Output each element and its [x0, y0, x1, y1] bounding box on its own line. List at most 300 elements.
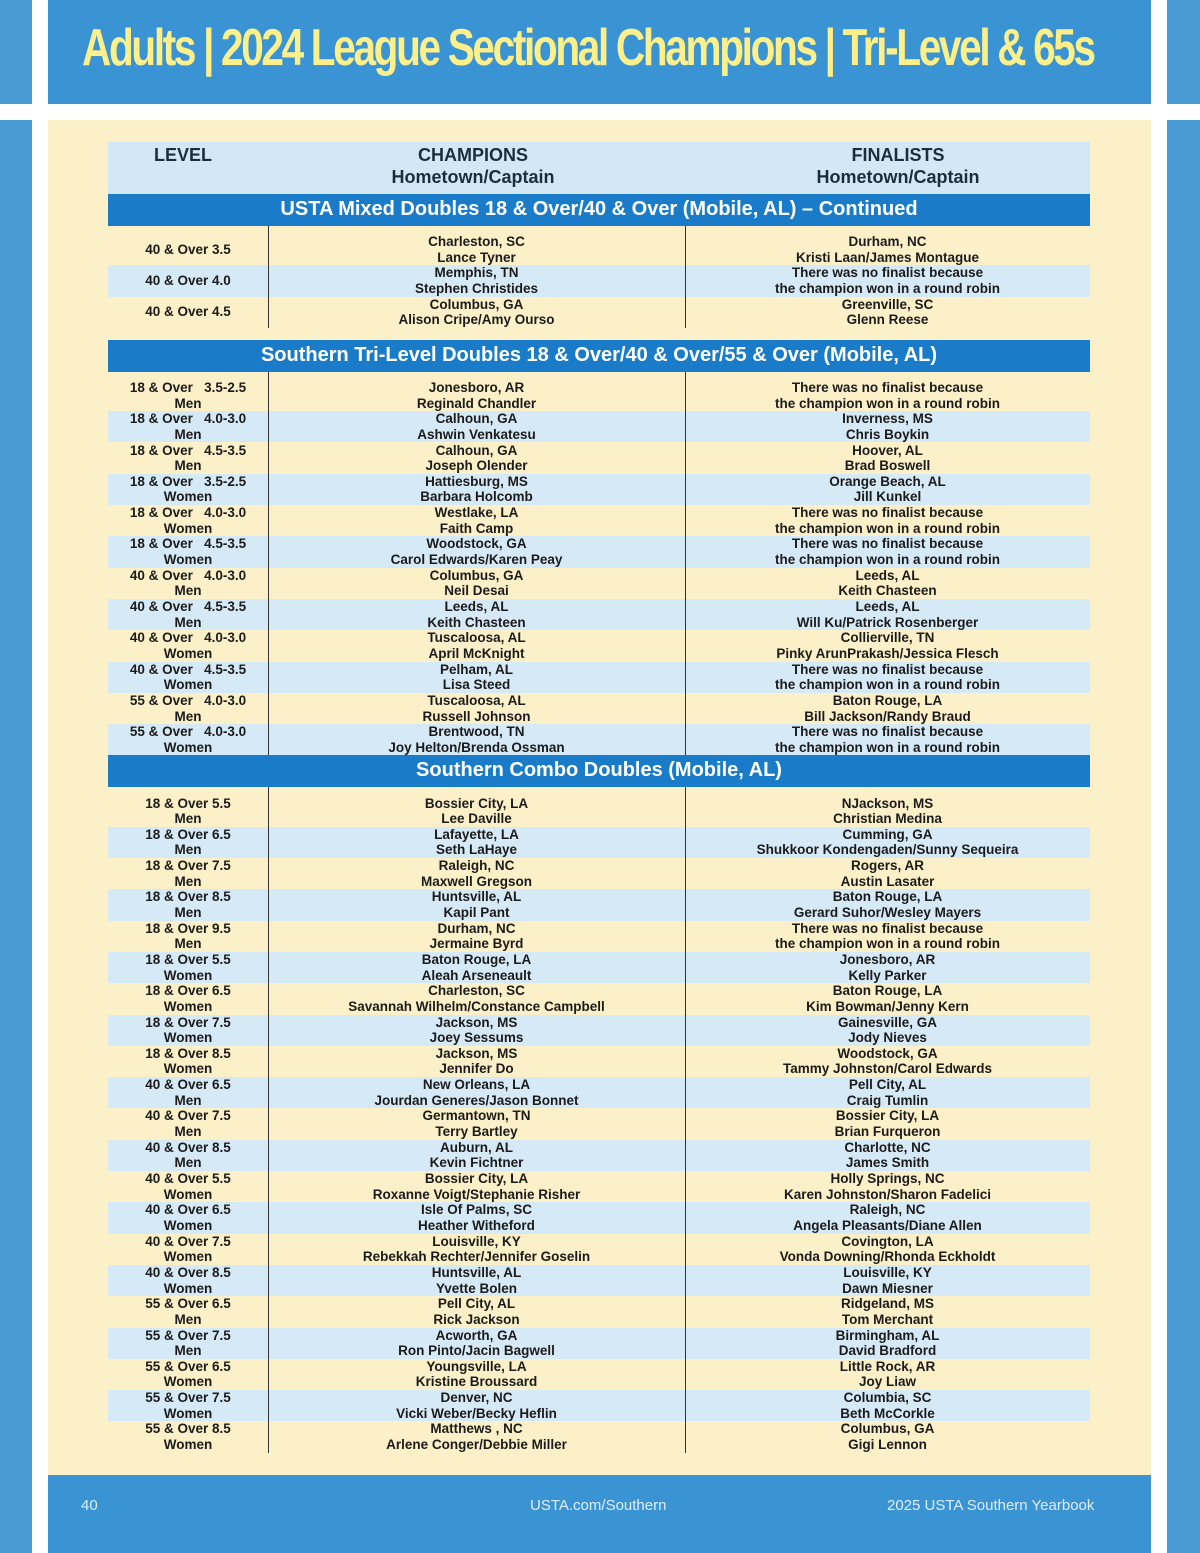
level-cell: [108, 505, 268, 536]
level-cell-line2: Women: [163, 645, 213, 661]
finalist-cell-line2: Chris Boykin: [845, 426, 930, 442]
finalist-cell-line1: Columbus, GA: [840, 1421, 935, 1437]
champion-cell-line2: Kapil Pant: [443, 904, 510, 920]
champion-cell-line1: Matthews , NC: [430, 1421, 523, 1437]
champion-cell: [268, 505, 685, 536]
finalist-cell-line2: the champion won in a round robin: [775, 936, 1000, 952]
section-body: [108, 226, 1090, 328]
finalist-cell-line2: Christian Medina: [833, 811, 942, 827]
level-cell-line1: 18 & Over 4.0-3.0: [129, 411, 247, 427]
table-row: [108, 795, 1090, 826]
champion-cell-line1: Louisville, KY: [432, 1233, 521, 1249]
level-cell-line1: 55 & Over 7.5: [145, 1327, 231, 1343]
finalist-cell-line1: Hoover, AL: [852, 442, 923, 458]
level-cell-line2: Women: [163, 739, 213, 755]
table-row: [108, 1296, 1090, 1327]
level-cell: [108, 1077, 268, 1108]
sections: [108, 194, 1090, 1453]
level-cell-line1: 40 & Over 4.5-3.5: [129, 599, 247, 615]
level-cell-line1: 18 & Over 5.5: [145, 795, 231, 811]
champion-cell: [268, 568, 685, 599]
champion-cell-line1: Charleston, SC: [428, 983, 525, 999]
level-cell-line1: 18 & Over 8.5: [145, 1045, 231, 1061]
level-cell: [108, 1171, 268, 1202]
level-cell-line2: Men: [174, 583, 202, 599]
champion-cell: [268, 662, 685, 693]
level-cell: [108, 1296, 268, 1327]
champion-cell: [268, 1046, 685, 1077]
finalist-cell: [685, 630, 1090, 661]
champion-cell-line2: Vicki Weber/Becky Heflin: [396, 1405, 557, 1421]
level-cell: [108, 1202, 268, 1233]
finalist-cell-line1: Woodstock, GA: [837, 1045, 938, 1061]
champion-cell-line2: April McKnight: [428, 645, 525, 661]
champion-cell-line2: Keith Chasteen: [427, 614, 526, 630]
level-cell-line1: 18 & Over 9.5: [145, 920, 231, 936]
level-cell-line2: Men: [174, 395, 202, 411]
level-cell: [108, 568, 268, 599]
champion-cell-line1: Youngsville, LA: [426, 1358, 527, 1374]
champion-cell-line1: Calhoun, GA: [435, 442, 518, 458]
table-row: [108, 1234, 1090, 1265]
table-row: [108, 921, 1090, 952]
finalist-cell: [685, 1046, 1090, 1077]
champion-cell-line2: Lance Tyner: [437, 249, 516, 265]
level-cell-line1: 40 & Over 3.5: [145, 241, 231, 257]
champion-cell-line1: Bossier City, LA: [424, 795, 529, 811]
champion-cell-line1: Auburn, AL: [440, 1139, 513, 1155]
finalist-cell: [685, 1234, 1090, 1265]
champion-cell-line1: Acworth, GA: [435, 1327, 518, 1343]
finalist-cell-line1: Charlotte, NC: [844, 1139, 931, 1155]
level-cell-line2: Men: [174, 458, 202, 474]
finalist-cell-line2: Dawn Miesner: [842, 1280, 933, 1296]
level-cell: [108, 297, 268, 328]
finalist-cell: [685, 1140, 1090, 1171]
finalist-cell-line1: Greenville, SC: [841, 296, 934, 312]
level-cell-line2: Women: [163, 552, 213, 568]
champion-cell-line2: Jermaine Byrd: [429, 936, 524, 952]
level-cell-line2: Men: [174, 904, 202, 920]
champion-cell-line1: Westlake, LA: [434, 505, 519, 521]
page-title: Adults | 2024 League Sectional Champions | Tri-Level & 65s: [82, 19, 1094, 77]
champion-cell: [268, 1171, 685, 1202]
table-row: [108, 599, 1090, 630]
finalist-cell-line1: There was no finalist because: [791, 265, 984, 281]
champion-cell-line2: Kevin Fichtner: [429, 1155, 524, 1171]
champion-cell: [268, 536, 685, 567]
level-cell-line1: 40 & Over 8.5: [145, 1264, 231, 1280]
champion-cell: [268, 724, 685, 755]
finalist-cell: [685, 265, 1090, 296]
finalist-cell-line1: Baton Rouge, LA: [832, 692, 943, 708]
finalist-cell-line2: Bill Jackson/Randy Braud: [804, 708, 971, 724]
level-cell-line2: Women: [163, 967, 213, 983]
level-cell-line2: Women: [163, 1437, 213, 1453]
finalist-cell-line2: Beth McCorkle: [840, 1405, 935, 1421]
footer-bar: [48, 1475, 1151, 1553]
level-cell-line2: Women: [163, 1030, 213, 1046]
table-row: [108, 1265, 1090, 1296]
level-cell: [108, 536, 268, 567]
level-cell-line2: Men: [174, 811, 202, 827]
table-row: [108, 1140, 1090, 1171]
champion-cell: [268, 921, 685, 952]
level-cell-line2: Men: [174, 708, 202, 724]
champion-cell: [268, 630, 685, 661]
champion-cell: [268, 1234, 685, 1265]
table-row: [108, 983, 1090, 1014]
finalist-cell-line2: Gigi Lennon: [848, 1437, 927, 1453]
finalist-cell: [685, 1202, 1090, 1233]
finalist-cell: [685, 1359, 1090, 1390]
level-cell: [108, 1140, 268, 1171]
finalist-cell-line2: Kristi Laan/James Montague: [795, 249, 980, 265]
champion-cell-line1: Brentwood, TN: [428, 724, 525, 740]
champion-cell-line2: Faith Camp: [439, 520, 514, 536]
header-champions: [268, 144, 678, 188]
table-row: [108, 442, 1090, 473]
column-divider: [268, 226, 269, 328]
champion-cell-line2: Rick Jackson: [433, 1311, 520, 1327]
champion-cell-line2: Joy Helton/Brenda Ossman: [388, 739, 565, 755]
table-row: [108, 474, 1090, 505]
level-cell-line1: 40 & Over 4.0-3.0: [129, 567, 247, 583]
level-cell: [108, 921, 268, 952]
finalist-cell-line2: Gerard Suhor/Wesley Mayers: [793, 904, 982, 920]
level-cell-line1: 55 & Over 7.5: [145, 1390, 231, 1406]
level-cell: [108, 1359, 268, 1390]
level-cell-line1: 18 & Over 4.0-3.0: [129, 505, 247, 521]
level-cell-line2: Men: [174, 1311, 202, 1327]
champion-cell: [268, 599, 685, 630]
finalist-cell-line2: Jill Kunkel: [853, 489, 922, 505]
table-header: [108, 142, 1090, 194]
champion-cell-line2: Kristine Broussard: [415, 1374, 538, 1390]
finalist-cell: [685, 474, 1090, 505]
champion-cell-line1: Memphis, TN: [434, 265, 519, 281]
champion-cell-line2: Roxanne Voigt/Stephanie Risher: [372, 1186, 581, 1202]
level-cell: [108, 827, 268, 858]
finalist-cell-line2: Angela Pleasants/Diane Allen: [793, 1217, 982, 1233]
level-cell: [108, 1265, 268, 1296]
finalist-cell-line1: Rogers, AR: [850, 858, 924, 874]
level-cell-line2: Women: [163, 1280, 213, 1296]
level-cell: [108, 630, 268, 661]
champion-cell: [268, 1359, 685, 1390]
section-top-pad: [108, 226, 1090, 234]
column-divider: [685, 787, 686, 1452]
level-cell: [108, 693, 268, 724]
finalist-cell: [685, 1015, 1090, 1046]
level-cell-line1: 55 & Over 6.5: [145, 1358, 231, 1374]
section-title: USTA Mixed Doubles 18 & Over/40 & Over (Mobile, AL) – Continued: [108, 194, 1090, 226]
finalist-cell-line1: Durham, NC: [848, 234, 927, 250]
finalist-cell-line1: Leeds, AL: [855, 567, 920, 583]
results-table: [108, 142, 1090, 1453]
finalist-cell-line2: the champion won in a round robin: [775, 280, 1000, 296]
champion-cell-line1: Columbus, GA: [429, 296, 524, 312]
finalist-cell-line2: Craig Tumlin: [846, 1092, 929, 1108]
level-cell: [108, 599, 268, 630]
level-cell-line1: 55 & Over 6.5: [145, 1296, 231, 1312]
finalist-cell: [685, 952, 1090, 983]
champion-cell-line2: Neil Desai: [444, 583, 509, 599]
champion-cell-line1: Calhoun, GA: [435, 411, 518, 427]
level-cell: [108, 234, 268, 265]
champion-cell-line1: Denver, NC: [440, 1390, 513, 1406]
finalist-cell-line1: Gainesville, GA: [837, 1014, 938, 1030]
finalist-cell-line2: Kim Bowman/Jenny Kern: [806, 998, 969, 1014]
level-cell-line1: 40 & Over 7.5: [145, 1108, 231, 1124]
champion-cell: [268, 1202, 685, 1233]
finalist-cell-line1: Orange Beach, AL: [829, 473, 946, 489]
level-cell-line2: Women: [163, 1249, 213, 1265]
champion-cell-line1: Bossier City, LA: [424, 1171, 529, 1187]
champion-cell-line2: Rebekkah Rechter/Jennifer Goselin: [362, 1249, 591, 1265]
level-cell: [108, 858, 268, 889]
champion-cell: [268, 1077, 685, 1108]
finalist-cell: [685, 827, 1090, 858]
champion-cell: [268, 411, 685, 442]
level-cell: [108, 442, 268, 473]
champion-cell-line2: Savannah Wilhelm/Constance Campbell: [348, 998, 605, 1014]
champion-cell: [268, 1108, 685, 1139]
level-cell: [108, 1328, 268, 1359]
level-cell: [108, 380, 268, 411]
champion-cell: [268, 827, 685, 858]
champion-cell: [268, 889, 685, 920]
finalist-cell: [685, 662, 1090, 693]
table-row: [108, 1359, 1090, 1390]
champion-cell-line2: Carol Edwards/Karen Peay: [390, 552, 563, 568]
champion-cell-line1: Columbus, GA: [429, 567, 524, 583]
finalist-cell: [685, 1077, 1090, 1108]
finalist-cell-line2: Pinky ArunPrakash/Jessica Flesch: [776, 645, 999, 661]
champion-cell: [268, 983, 685, 1014]
finalist-cell: [685, 693, 1090, 724]
finalist-cell-line1: NJackson, MS: [841, 795, 934, 811]
finalist-cell-line2: Vonda Downing/Rhonda Eckholdt: [779, 1249, 996, 1265]
finalist-cell-line2: the champion won in a round robin: [775, 520, 1000, 536]
champion-cell: [268, 380, 685, 411]
column-divider: [268, 372, 269, 756]
finalist-cell-line2: Karen Johnston/Sharon Fadelici: [783, 1186, 992, 1202]
level-cell-line2: Men: [174, 1092, 202, 1108]
finalist-cell-line1: There was no finalist because: [791, 505, 984, 521]
header-champions-sub: Hometown/Captain: [391, 167, 555, 187]
champion-cell-line1: Charleston, SC: [428, 234, 525, 250]
champion-cell-line1: Pell City, AL: [437, 1296, 516, 1312]
champion-cell-line2: Joseph Olender: [425, 458, 528, 474]
champion-cell-line1: Jonesboro, AR: [428, 379, 525, 395]
level-cell-line1: 40 & Over 4.0-3.0: [129, 630, 247, 646]
finalist-cell-line1: Baton Rouge, LA: [832, 983, 943, 999]
champion-cell-line1: Baton Rouge, LA: [421, 951, 532, 967]
champion-cell-line2: Russell Johnson: [422, 708, 531, 724]
champion-cell-line2: Stephen Christides: [414, 280, 539, 296]
finalist-cell-line2: Tom Merchant: [841, 1311, 934, 1327]
right-edge-band-top: [1167, 0, 1200, 104]
finalist-cell: [685, 297, 1090, 328]
champion-cell-line2: Reginald Chandler: [416, 395, 537, 411]
champion-cell-line2: Barbara Holcomb: [420, 489, 533, 505]
level-cell-line2: Women: [163, 489, 213, 505]
column-divider: [685, 372, 686, 756]
champion-cell-line1: Raleigh, NC: [438, 858, 515, 874]
champion-cell-line1: Germantown, TN: [422, 1108, 531, 1124]
finalist-cell: [685, 724, 1090, 755]
finalist-cell-line1: Little Rock, AR: [839, 1358, 936, 1374]
finalist-cell-line2: Jody Nieves: [848, 1030, 927, 1046]
level-cell-line1: 40 & Over 5.5: [145, 1171, 231, 1187]
champion-cell-line2: Joey Sessums: [429, 1030, 524, 1046]
finalist-cell-line1: Pell City, AL: [848, 1077, 927, 1093]
finalist-cell-line1: Ridgeland, MS: [840, 1296, 934, 1312]
finalist-cell: [685, 536, 1090, 567]
level-cell-line2: Women: [163, 1405, 213, 1421]
level-cell-line2: Women: [163, 1061, 213, 1077]
level-cell-line1: 40 & Over 4.0: [145, 273, 231, 289]
finalist-cell: [685, 1328, 1090, 1359]
finalist-cell-line1: Raleigh, NC: [849, 1202, 926, 1218]
level-cell: [108, 474, 268, 505]
finalist-cell-line2: James Smith: [845, 1155, 930, 1171]
level-cell-line1: 55 & Over 8.5: [145, 1421, 231, 1437]
right-edge-band: [1167, 120, 1200, 1553]
champion-cell-line2: Yvette Bolen: [435, 1280, 518, 1296]
finalist-cell-line1: Baton Rouge, LA: [832, 889, 943, 905]
finalist-cell-line1: Covington, LA: [841, 1233, 934, 1249]
header-finalists: [693, 144, 1103, 188]
finalist-cell-line1: There was no finalist because: [791, 379, 984, 395]
table-row: [108, 505, 1090, 536]
champion-cell-line1: Huntsville, AL: [431, 889, 522, 905]
level-cell-line1: 18 & Over 3.5-2.5: [129, 379, 247, 395]
finalist-cell-line1: Inverness, MS: [842, 411, 933, 427]
table-row: [108, 234, 1090, 265]
level-cell-line2: Women: [163, 1374, 213, 1390]
champion-cell-line2: Aleah Arseneault: [421, 967, 532, 983]
champion-cell-line2: Seth LaHaye: [435, 842, 518, 858]
level-cell: [108, 1046, 268, 1077]
finalist-cell: [685, 568, 1090, 599]
champion-cell-line2: Lee Daville: [441, 811, 512, 827]
champion-cell-line2: Alison Cripe/Amy Ourso: [398, 312, 555, 328]
finalist-cell-line1: There was no finalist because: [791, 920, 984, 936]
level-cell-line1: 18 & Over 6.5: [145, 983, 231, 999]
champion-cell-line2: Ron Pinto/Jacin Bagwell: [398, 1343, 555, 1359]
finalist-cell-line2: the champion won in a round robin: [775, 739, 1000, 755]
finalist-cell-line1: There was no finalist because: [791, 536, 984, 552]
finalist-cell-line1: Columbia, SC: [843, 1390, 932, 1406]
level-cell-line1: 55 & Over 4.0-3.0: [129, 692, 247, 708]
table-row: [108, 693, 1090, 724]
level-cell-line1: 55 & Over 4.0-3.0: [129, 724, 247, 740]
champion-cell: [268, 1140, 685, 1171]
level-cell: [108, 1421, 268, 1452]
finalist-cell-line2: Shukkoor Kondengaden/Sunny Sequeira: [756, 842, 1019, 858]
level-cell: [108, 662, 268, 693]
level-cell-line1: 40 & Over 6.5: [145, 1202, 231, 1218]
finalist-cell-line1: Bossier City, LA: [835, 1108, 940, 1124]
champion-cell-line1: Isle Of Palms, SC: [420, 1202, 533, 1218]
table-row: [108, 1046, 1090, 1077]
level-cell-line2: Women: [163, 998, 213, 1014]
champion-cell-line1: Woodstock, GA: [426, 536, 527, 552]
finalist-cell-line1: Louisville, KY: [843, 1264, 932, 1280]
level-cell: [108, 411, 268, 442]
level-cell-line2: Women: [163, 1186, 213, 1202]
table-row: [108, 724, 1090, 755]
table-row: [108, 1077, 1090, 1108]
finalist-cell-line2: Keith Chasteen: [838, 583, 937, 599]
level-cell-line1: 18 & Over 4.5-3.5: [129, 442, 247, 458]
finalist-cell-line2: Glenn Reese: [846, 312, 929, 328]
level-cell-line1: 40 & Over 6.5: [145, 1077, 231, 1093]
finalist-cell-line1: Birmingham, AL: [835, 1327, 940, 1343]
page-number: 40: [81, 1497, 98, 1514]
finalist-cell-line2: Will Ku/Patrick Rosenberger: [796, 614, 979, 630]
champion-cell: [268, 297, 685, 328]
champion-cell-line2: Ashwin Venkatesu: [417, 426, 536, 442]
table-row: [108, 1171, 1090, 1202]
table-row: [108, 952, 1090, 983]
section-body: [108, 372, 1090, 756]
level-cell: [108, 952, 268, 983]
finalist-cell-line1: Leeds, AL: [855, 599, 920, 615]
section-top-pad: [108, 372, 1090, 380]
finalist-cell: [685, 889, 1090, 920]
table-row: [108, 1108, 1090, 1139]
level-cell-line2: Men: [174, 936, 202, 952]
table-row: [108, 265, 1090, 296]
finalist-cell: [685, 1108, 1090, 1139]
finalist-cell: [685, 505, 1090, 536]
footer-publication: 2025 USTA Southern Yearbook: [887, 1497, 1095, 1514]
champion-cell: [268, 693, 685, 724]
champion-cell: [268, 952, 685, 983]
table-row: [108, 380, 1090, 411]
champion-cell-line2: Lisa Steed: [442, 677, 511, 693]
finalist-cell: [685, 983, 1090, 1014]
champion-cell: [268, 1421, 685, 1452]
level-cell-line1: 18 & Over 7.5: [145, 1014, 231, 1030]
level-cell-line1: 18 & Over 6.5: [145, 826, 231, 842]
champion-cell-line1: Hattiesburg, MS: [425, 473, 528, 489]
champion-cell-line2: Heather Witheford: [418, 1217, 535, 1233]
section-title: Southern Combo Doubles (Mobile, AL): [108, 755, 1090, 787]
champion-cell: [268, 1390, 685, 1421]
champion-cell-line1: Leeds, AL: [444, 599, 509, 615]
champion-cell: [268, 1328, 685, 1359]
finalist-cell: [685, 411, 1090, 442]
section-body: [108, 787, 1090, 1452]
level-cell-line1: 18 & Over 5.5: [145, 951, 231, 967]
table-row: [108, 568, 1090, 599]
finalist-cell-line2: David Bradford: [838, 1343, 937, 1359]
champion-cell-line2: Jourdan Generes/Jason Bonnet: [374, 1092, 579, 1108]
finalist-cell: [685, 599, 1090, 630]
level-cell: [108, 795, 268, 826]
table-row: [108, 827, 1090, 858]
table-row: [108, 1421, 1090, 1452]
finalist-cell-line2: Brad Boswell: [844, 458, 931, 474]
finalist-cell: [685, 1296, 1090, 1327]
table-row: [108, 1328, 1090, 1359]
table-row: [108, 889, 1090, 920]
level-cell-line2: Men: [174, 426, 202, 442]
